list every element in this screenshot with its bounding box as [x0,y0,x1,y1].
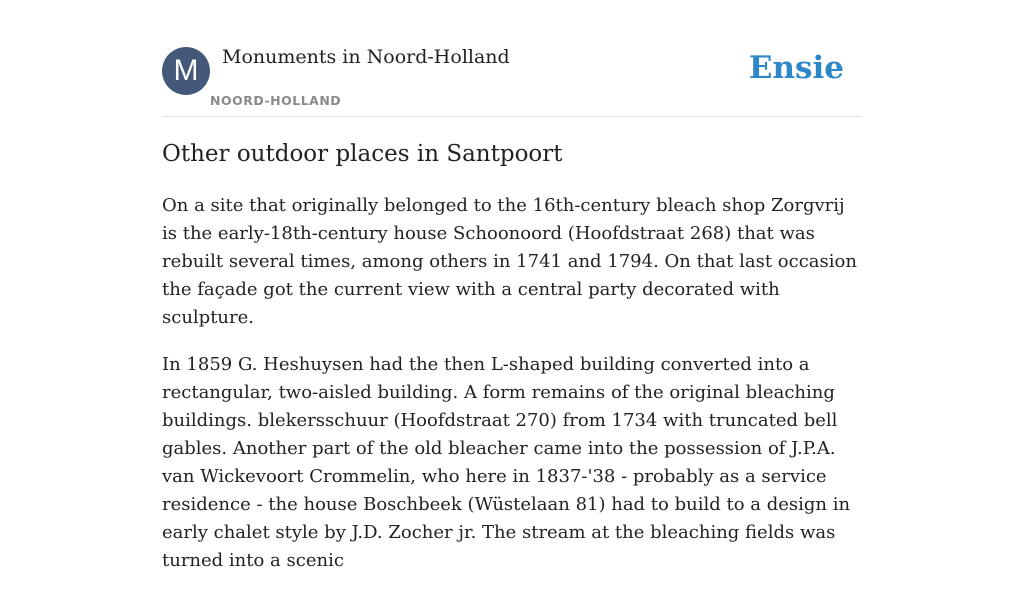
blog-title-link[interactable]: Monuments in Noord-Holland [222,46,510,68]
category-link[interactable]: NOORD-HOLLAND [210,93,342,108]
avatar[interactable]: M [162,47,210,95]
article-paragraph: In 1859 G. Heshuysen had the then L-shaped building converted into a rectangular, two-aisled building. A form remains of the original bleaching buildings. blekersschuur (Hoofdstraat 270) from 1734 with truncated bell gables. Another part of the old bleacher came into the possession of J.P.A. van Wickevoort Crommelin, who here in 1837-'38 - probably as a service residence - the house Boschbeek (Wüstelaan 81) had to build to a design in early chalet style by J.D. Zocher jr. The stream at the bleaching fields was turned into a scenic [162,354,851,571]
article-paragraph: On a site that originally belonged to the 16th-century bleach shop Zorgvrij is the early-18th-century house Schoonoord (Hoofdstraat 268) that was rebuilt several times, among others in 1741 and 1794. On that last occasion the façade got the current view with a central party decorated with sculpture. [162,195,857,328]
article [162,138,862,594]
header [162,0,862,117]
article-title: Other outdoor places in Santpoort [162,141,563,167]
ensie-logo[interactable]: Ensie [748,50,844,86]
